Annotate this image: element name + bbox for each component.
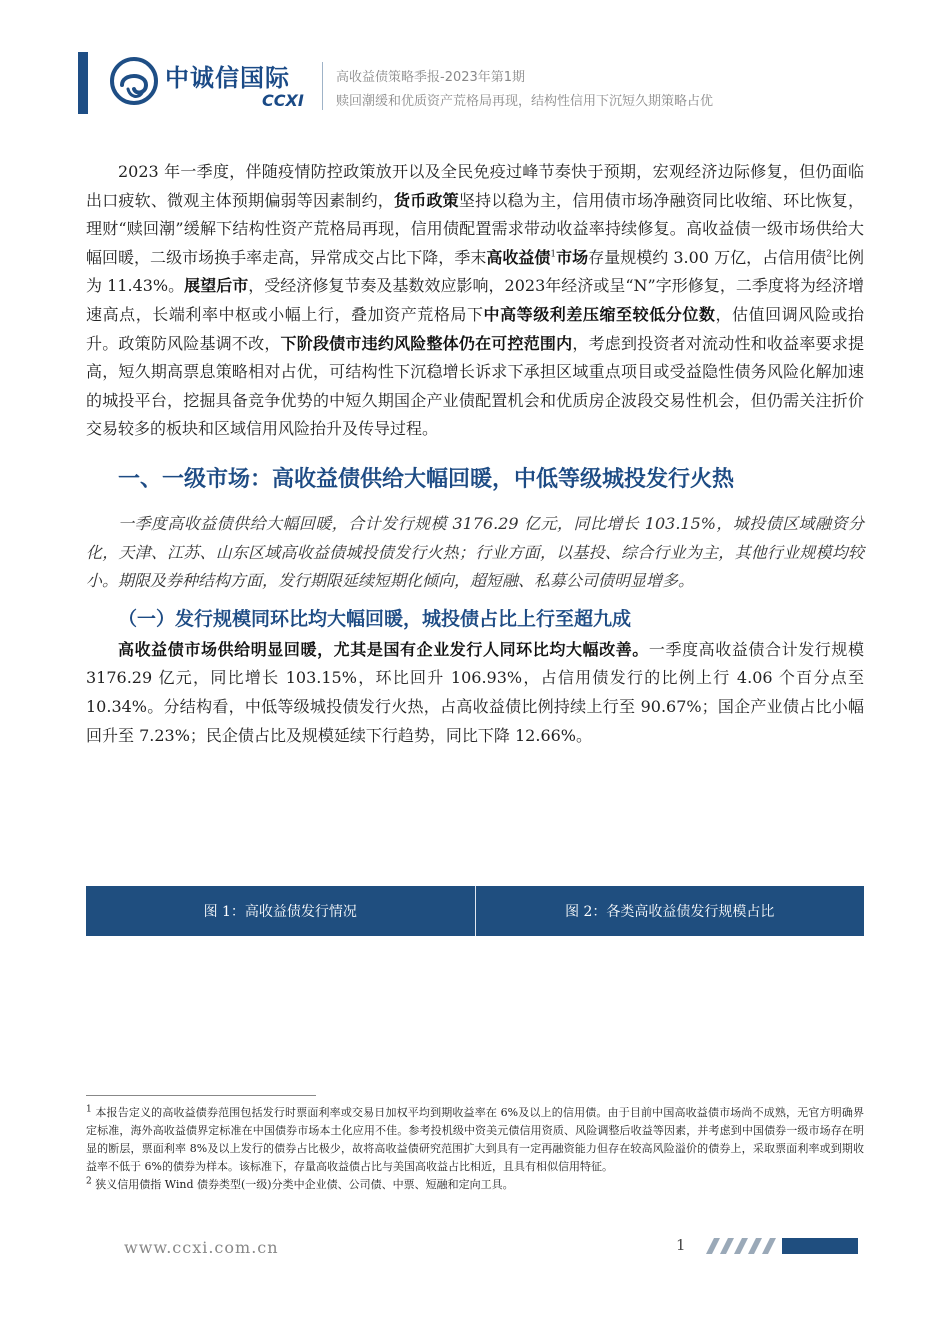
subsection-1-paragraph: 高收益债市场供给明显回暖，尤其是国有企业发行人同环比均大幅改善。一季度高收益债合计发行规模 3176.29 亿元，同比增长 103.15%，环比回升 106.93%，占信用债发行的比例上行 4.06 个百分点至 10.34%。分结构看，中低等级城投债发行火热，占高收益债比例持续上行至 90.67%；国企产业债占比小幅回升至 7.23%；民企债占比及规模延续下行趋势，同比下降 12.66%。 — [86, 639, 864, 745]
figure-caption-bar — [86, 886, 864, 936]
footer-brand-block — [782, 1238, 858, 1254]
footer-stripes-decoration — [700, 1238, 780, 1254]
footnote-1: $^1$ 本报告定义的高收益债券范围包括发行时票面利率或交易日加权平均到期收益率在 6%及以上的信用债。由于目前中国高收益债市场尚不成熟，无官方明确界定标准，海外高收益债界定标准在中国债券市场本土化应用不佳。参考投机级中资美元债信用资质、风险调整后收益等因素，并考虑到中国债券一级市场存在明显的断层，票面利率 8%及以上发行的债券占比极少，故将高收益债研究范围扩大到具有一定再融资能力但存在较高风险溢价的债券上，采取票面利率或到期收益率不低于 6%的债券为样本。该标准下，存量高收益债占比与美国高收益占比相近，且具有相似信用特征。 — [86, 1104, 864, 1173]
footnotes — [86, 1104, 864, 1194]
section-1-heading: 一、一级市场：高收益债供给大幅回暖，中低等级城投发行火热 — [118, 466, 735, 492]
page-header — [0, 0, 950, 120]
main-content — [86, 158, 864, 750]
page-number: 1 — [676, 1236, 686, 1254]
intro-paragraph: 2023 年一季度，伴随疫情防控政策放开以及全民免疫过峰节奏快于预期，宏观经济边际修复，但仍面临出口疲软、微观主体预期偏弱等因素制约，货币政策坚持以稳为主，信用债市场净融资同比收缩、环比恢复，理财“赎回潮”缓解下结构性资产荒格局再现，信用债配置需求带动收益率持续修复。高收益债一级市场供给大幅回暖，二级市场换手率走高，异常成交占比下降，季末高收益债$^1$市场存量规模约 3.00 万亿，占信用债$^2$比例为 11.43%。展望后市，受经济修复节奏及基数效应影响，2023年经济或呈“N”字形修复，二季度将为经济增速高点，长端利率中枢或小幅上行，叠加资产荒格局下中高等级利差压缩至较低分位数，估值回调风险或抬升。政策防风险基调不改，下阶段债市违约风险整体仍在可控范围内，考虑到投资者对流动性和收益率要求提高，短久期高票息策略相对占优，可结构性下沉稳增长诉求下承担区域重点项目或受益隐性债务风险化解加速的城投平台，挖掘具备竞争优势的中短久期国企产业债配置机会和优质房企波段交易性机会，但仍需关注折价交易较多的板块和区域信用风险抬升及传导过程。 — [86, 162, 864, 439]
subsection-1-heading: （一）发行规模同环比均大幅回暖，城投债占比上行至超九成 — [118, 607, 632, 630]
footnote-2: $^2$ 狭义信用债指 Wind 债券类型(一级)分类中企业债、公司债、中票、短融和定向工具。 — [86, 1176, 514, 1191]
logo-english-name: CCXI — [262, 91, 304, 110]
header-divider — [322, 62, 323, 110]
report-title: 高收益债策略季报-2023年第1期 — [336, 70, 526, 85]
report-subtitle: 赎回潮缓和优质资产荒格局再现，结构性信用下沉短久期策略占优 — [336, 94, 714, 109]
header-accent-bar — [78, 52, 88, 114]
figure-1-caption: 图 1：高收益债发行情况 — [203, 904, 357, 920]
figure-2-caption: 图 2：各类高收益债发行规模占比 — [475, 886, 865, 936]
section-1-summary: 一季度高收益债供给大幅回暖，合计发行规模 3176.29 亿元，同比增长 103.15%，城投债区域融资分化，天津、江苏、山东区域高收益债城投债发行火热；行业方面，以基投、综合行业为主，其他行业规模均较小。期限及券种结构方面，发行期限延续短期化倾向，超短融、私募公司债明显增多。 — [86, 513, 864, 591]
logo-chinese-name: 中诚信国际 — [165, 64, 290, 92]
footnote-rule — [86, 1095, 316, 1096]
ccxi-logo-icon — [108, 55, 160, 107]
footer-website-link[interactable]: www.ccxi.com.cn — [124, 1238, 279, 1257]
